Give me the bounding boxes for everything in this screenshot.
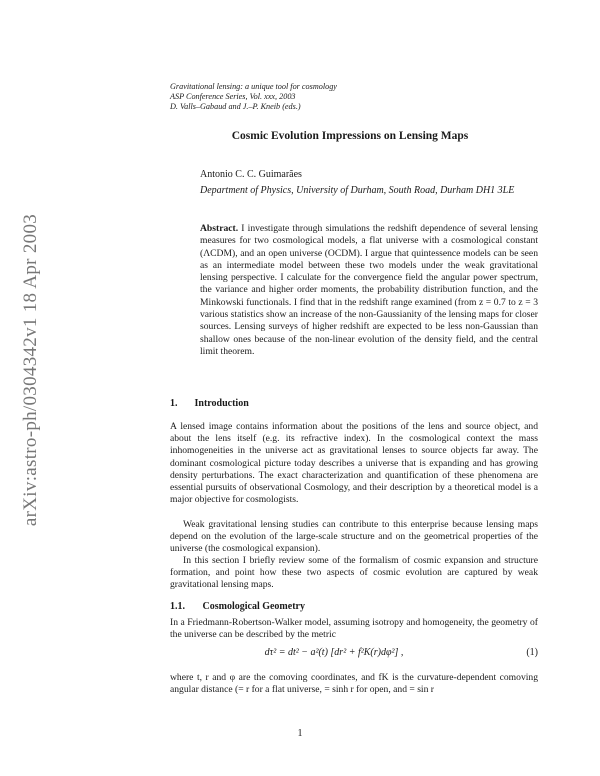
header-line-3: D. Valls–Gabaud and J.–P. Kneib (eds.) [170,102,301,112]
equation-number: (1) [526,647,538,658]
paragraph-4: In a Friedmann-Robertson-Walker model, assuming isotropy and homogeneity, the geometry of the universe can be described by the metric [170,617,538,641]
section-heading [170,398,249,409]
equation-body: dτ² = dt² − a²(t) [dr² + f²K(r)dφ²] , [264,647,404,658]
paragraph-1: A lensed image contains information about the positions of the lens and source object, and about the lens itself (e.g. its refractive index). In the cosmological context the mass inhomogeneities in the universe act as gravitational lenses to source objects far away. The dominant cosmological picture today describes a universe that is expanding and has growing density perturbations. The exact characterization and quantification of these phenomena are essential pursuits of observational Cosmology, and their description by a theoretical model is a major objective for cosmologists. [170,421,538,506]
paragraph-3: In this section I briefly review some of the formalism of cosmic expansion and structure formation, and point how these two aspects of cosmic evolution are captured by weak gravitational lensing maps. [170,555,538,591]
abstract-text: I investigate through simulations the redshift dependence of several lensing measures for two cosmological models, a flat universe with a cosmological constant (ΛCDM), and an open universe (OCDM). I argue that quintessence models can be seen as an intermediate model between these two models under the weak gravitational lensing perspective. I calculate for the convergence field the angular power spectrum, the variance and higher order moments, the probability distribution function, and the Minkowski functionals. I find that in the redshift range examined (from z = 0.7 to z = 3 various statistics show an increase of the non-Gaussianity of the lensing maps for closer sources. Lensing surveys of higher redshift are expected to be less non-Gaussian than shallow ones because of the non-linear evolution of the density field, and the central limit theorem. [200,223,538,357]
subsection-title: Cosmological Geometry [202,601,305,612]
abstract-label: Abstract. [200,223,239,234]
header-line-1: Gravitational lensing: a unique tool for cosmology [170,82,337,91]
arxiv-stamp-text: arXiv:astro-ph/0304342v1 18 Apr 2003 [20,213,41,527]
section-title: Introduction [194,398,249,409]
conference-header [170,82,337,113]
header-line-2: ASP Conference Series, Vol. xxx, 2003 [170,92,296,102]
paper-title: Cosmic Evolution Impressions on Lensing Maps [231,130,469,142]
subsection-number: 1.1. [170,601,185,612]
paragraph-2: Weak gravitational lensing studies can contribute to this enterprise because lensing maps depend on the evolution of the large-scale structure and on the geometrical properties of the universe (the cosmological expansion). [170,519,538,555]
author-affiliation: Department of Physics, University of Durham, South Road, Durham DH1 3LE [200,185,515,196]
equation-1 [170,643,538,667]
abstract [200,223,538,358]
arxiv-stamp [16,200,46,540]
paragraph-5: where t, r and φ are the comoving coordinates, and fK is the curvature-dependent comoving angular distance (= r for a flat universe, = sinh r for open, and = sin r [170,672,538,696]
subsection-heading [170,601,305,612]
section-number: 1. [170,398,178,409]
page-number: 1 [297,728,303,739]
author-name: Antonio C. C. Guimarães [200,169,302,180]
